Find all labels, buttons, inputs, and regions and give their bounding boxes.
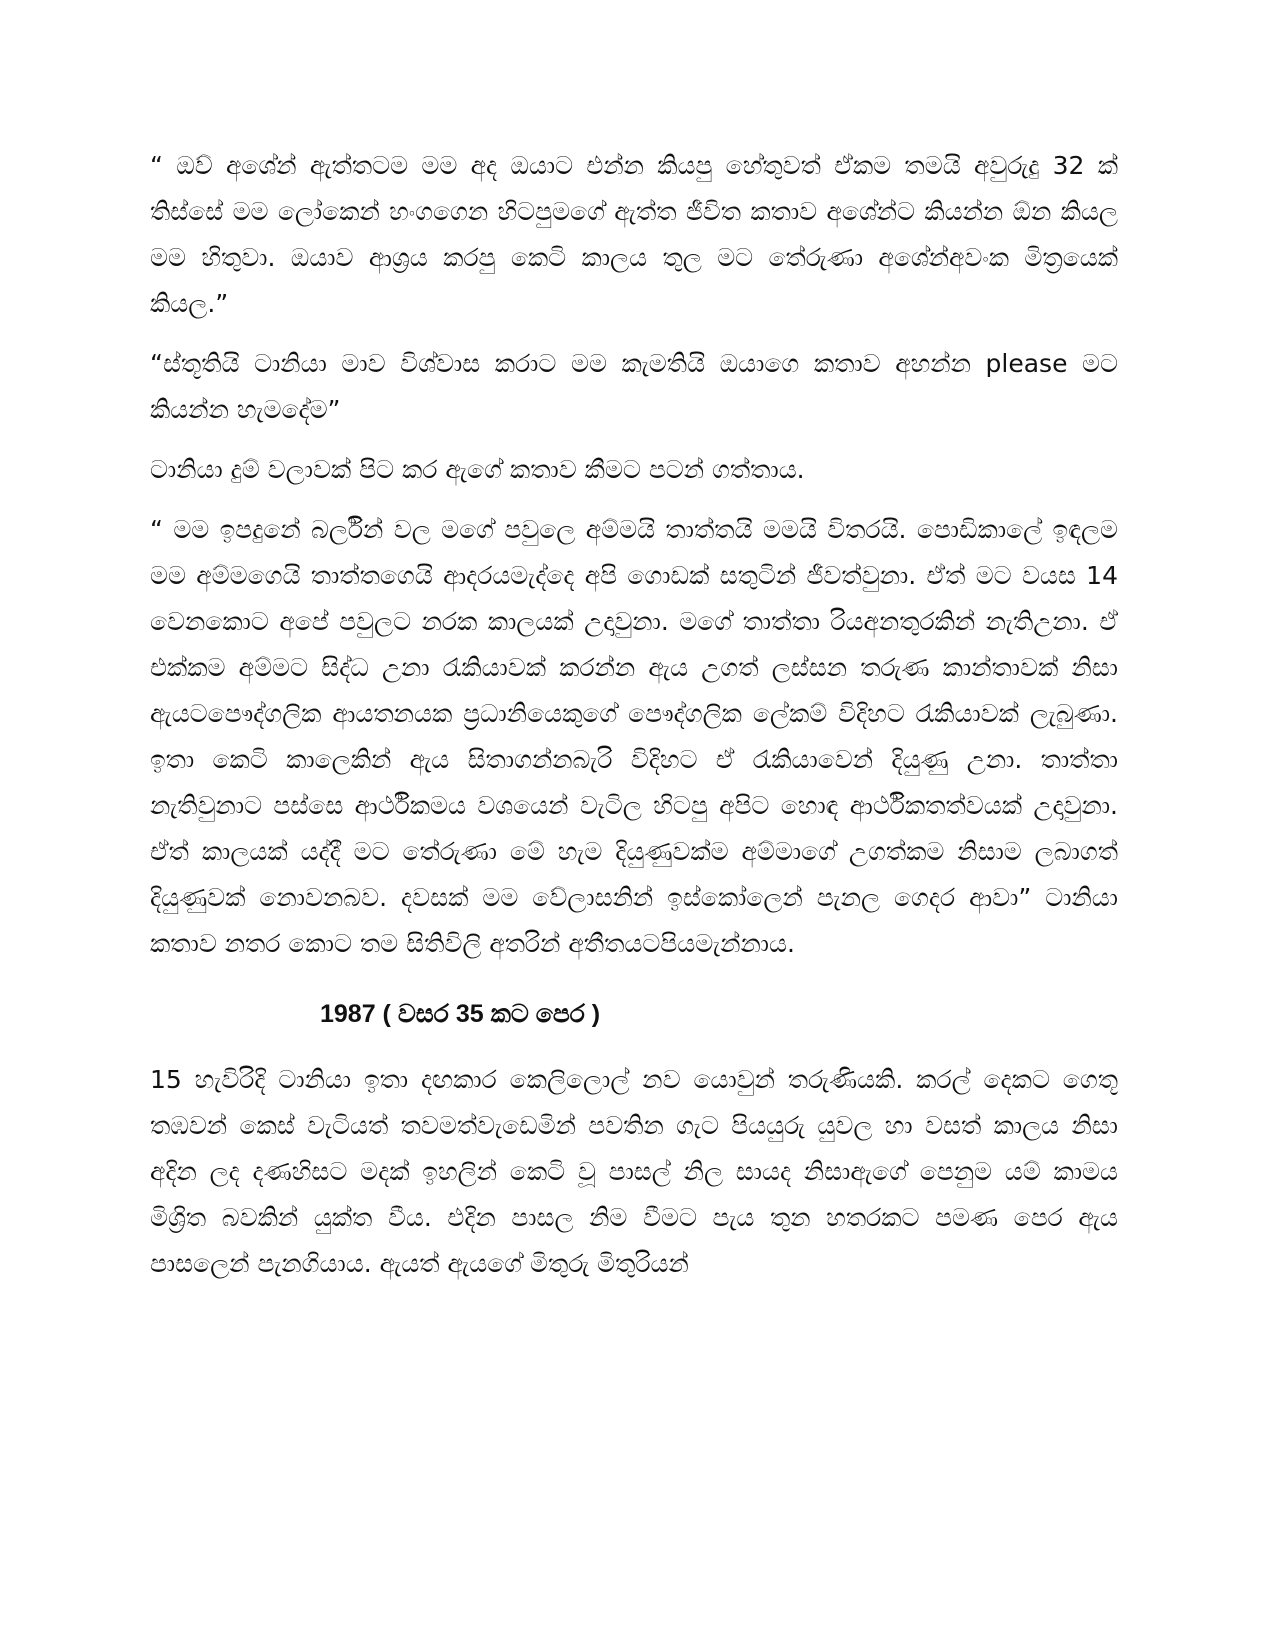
paragraph-3: ටානියා දුම් වලාවක් පිට කර ඇගේ කතාව කීමට පටන් ගත්තාය. (150, 455, 805, 484)
document-page (150, 143, 1118, 1287)
paragraph-1: “ ඔව් අශේන් ඇත්තටම මම අද ඔයාට එන්න කියපු හේතුවත් ඒකම තමයි අවුරුදු 32 ක් තිස්සේ මම ලෝකෙන් හංගගෙන හිටපුමගේ ඇත්ත ජීවිත කතාව අශේන්ට කියන්න ඕන කියල මම හිතුවා. ඔයාව ආශ්‍රය කරපු කෙටි කාලය තුල මට තේරුණා අශේන්අවංක මිත්‍රයෙක් කියල.” (150, 151, 1118, 318)
section-heading: 1987 ( වසර 35 කට පෙර ) (320, 1000, 601, 1028)
paragraph-4: “ මම ඉපදුනේ බර්ලින් වල මගේ පවුලෙ අම්මයි තාත්තයි මමයි විතරයි. පොඩිකාලේ ඉඳලම මම අම්මගෙයි තාත්තගෙයි ආදරයමැද්දෙ අපි ගොඩක් සතුටින් ජීවත්වුනා. ඒත් මට වයස 14 වෙනකොට අපේ පවුලට නරක කාලයක් උදාවුනා. මගේ තාත්තා රියඅනතුරකින් නැතිඋනා. ඒ එක්කම අම්මට සිද්ධ උනා රැකියාවක් කරන්න ඇය උගත් ලස්සන තරුණ කාන්තාවක් නිසා ඇයටපෞද්ගලික ආයතනයක ප්‍රධානියෙකුගේ පෞද්ගලික ලේකම් විදිහට රැකියාවක් ලැබුණා. ඉතා කෙටි කාලෙකින් ඇය සිතාගන්නබැරි විදිහට ඒ රැකියාවෙන් දියුණු උනා. තාත්තා නැතිවුනාට පස්සෙ ආර්ථිකමය වශයෙන් වැටිල හිටපු අපිට හොඳ ආර්ථිකතත්වයක් උදාවුනා. ඒත් කාලයක් යද්දී මට තේරුණා මේ හැම දියුණුවක්ම අම්මාගේ උගත්කම නිසාම ලබාගත් දියුණුවක් නොවනබව. දවසක් මම වේලාසනින් ඉස්කෝලෙන් පැනල ගෙදර ආවා” ටානියා කතාව නතර කොට තම සිතිවිලි අතරින් අතීතයටපියමැන්නාය. (150, 515, 1118, 958)
paragraph-5: 15 හැවිරිදි ටානියා ඉතා දඟකාර කෙලිලොල් නව යොවුන් තරුණියකි. කරල් දෙකට ගෙතූ තඹවන් කෙස් වැටියත් තවමත්වැඩෙමින් පවතින ගැට පියයුරු යුවල හා වසත් කාලය නිසා අදින ලද දණහිසට මදක් ඉහලින් කෙටි වූ පාසල් නිල සායද නිසාඇගේ පෙනුම යම් කාමය මිශ්‍රිත බවකින් යුක්ත වීය. එදින පාසල නිම වීමට පැය තුන හතරකට පමණ පෙර ඇය පාසලෙන් පැනගියාය. ඇයත් ඇයගේ මිතුරු මිතුරියන් (150, 1065, 1118, 1278)
paragraph-2: “ස්තූතියි ටානියා මාව විශ්වාස කරාට මම කැමතියි ඔයාගෙ කතාව අහන්න please මට කියන්න හැමදේම” (150, 349, 1118, 424)
